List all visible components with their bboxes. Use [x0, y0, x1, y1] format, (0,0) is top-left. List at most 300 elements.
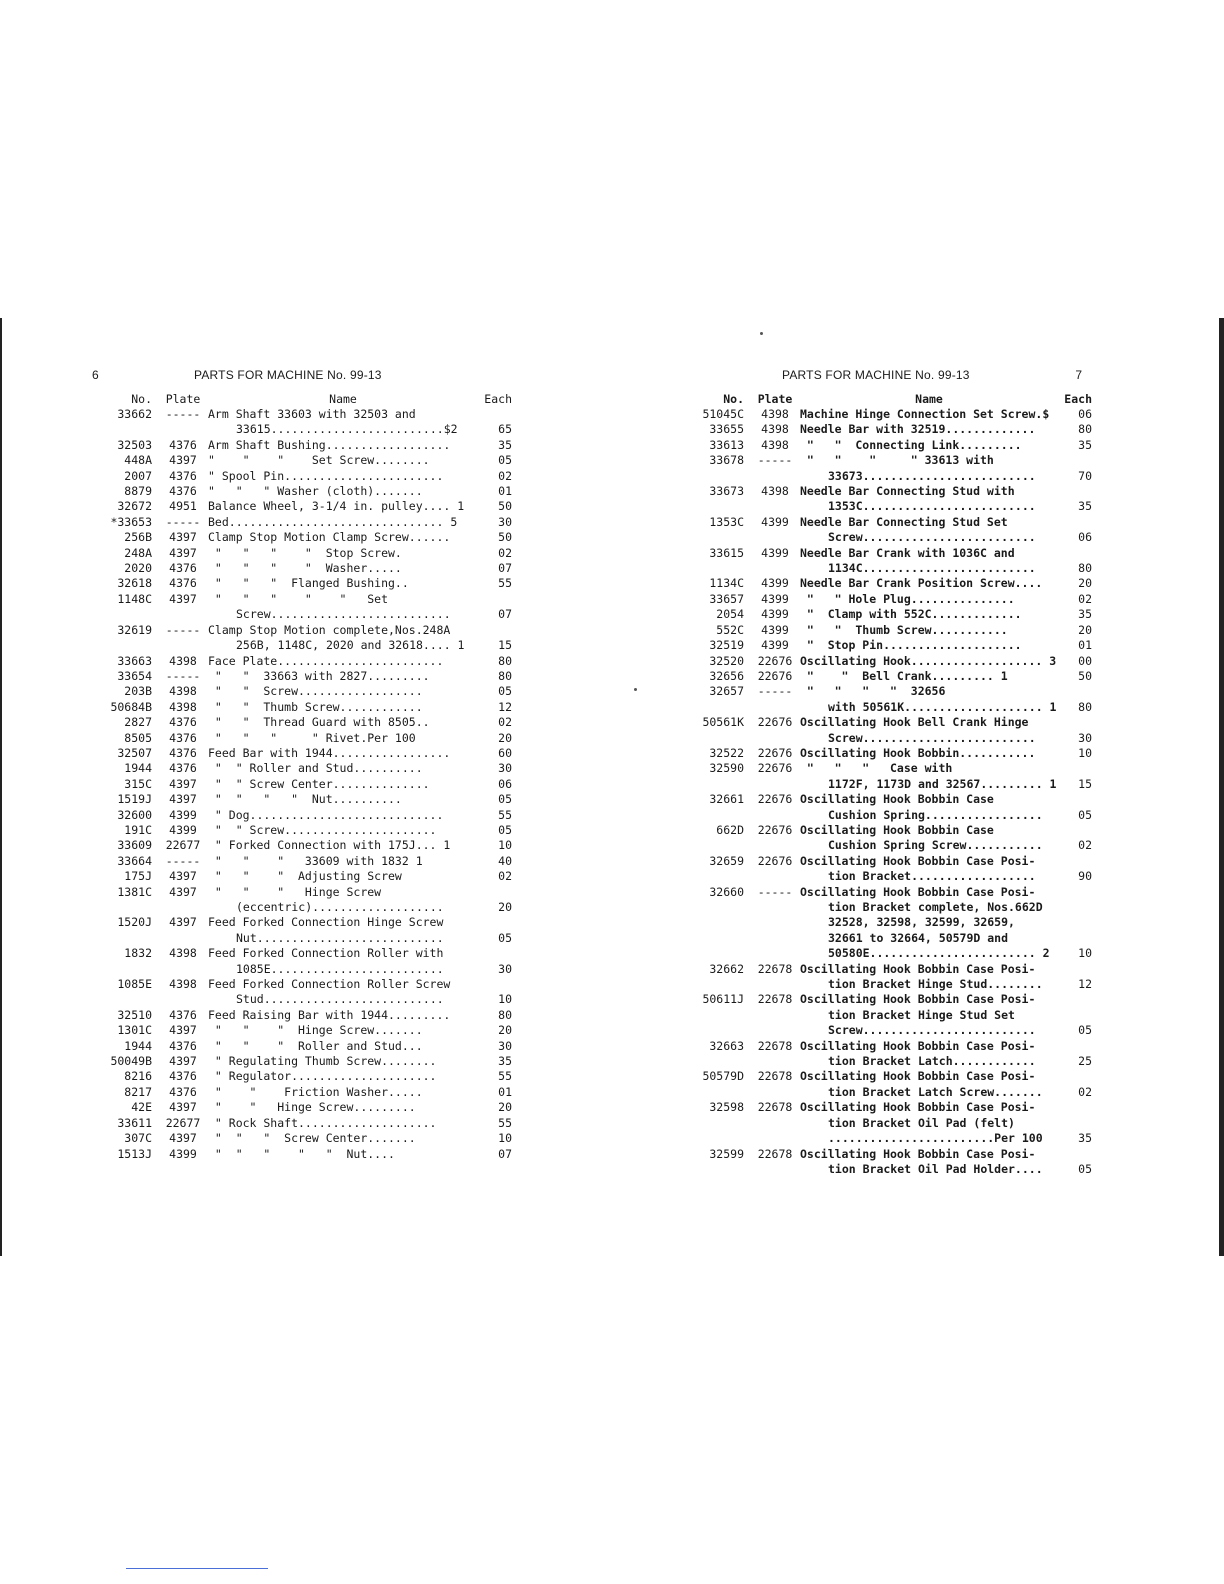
part-number-cell: 33615: [709, 545, 744, 560]
part-name-cell: " Forked Connection with 175J... 1: [208, 838, 451, 853]
table-row: [692, 484, 1092, 499]
table-row: [692, 1023, 1092, 1038]
part-name-cell: " Spool Pin.......................: [208, 468, 444, 483]
plate-cell: 4376: [169, 468, 197, 483]
table-row: [692, 1162, 1092, 1177]
table-row: [692, 838, 1092, 853]
price-cell: 05: [498, 822, 512, 837]
table-row: [92, 638, 512, 653]
plate-cell: 4399: [761, 514, 789, 529]
part-name-cell: " " " Adjusting Screw: [208, 869, 402, 884]
part-name-cell: Screw.........................: [828, 530, 1036, 545]
part-number-cell: 32600: [117, 807, 152, 822]
price-cell: [478, 623, 512, 638]
parts-list: [92, 407, 512, 1162]
price-cell: [1058, 453, 1092, 468]
table-row: [692, 576, 1092, 591]
part-number-cell: 32520: [709, 653, 744, 668]
table-row: [692, 808, 1092, 823]
plate-cell: [158, 931, 208, 946]
price-cell: 55: [498, 576, 512, 591]
plate-cell: [750, 838, 800, 853]
part-name-cell: " " " Case with: [800, 761, 953, 776]
part-number-cell: 32663: [709, 1038, 744, 1053]
price-cell: 20: [498, 900, 512, 914]
part-name-cell: " Clamp with 552C.............: [800, 607, 1022, 622]
part-name-cell: " " Thread Guard with 8505..: [208, 715, 430, 730]
plate-cell: 4397: [169, 1023, 197, 1038]
plate-cell: [750, 869, 800, 884]
part-number-cell: 32598: [709, 1100, 744, 1115]
plate-cell: 4399: [169, 807, 197, 822]
price-cell: [1058, 931, 1092, 946]
price-cell: 40: [498, 853, 512, 868]
plate-cell: 4376: [169, 715, 197, 730]
part-number-cell: 33611: [117, 1115, 152, 1130]
table-row: [92, 931, 512, 946]
price-cell: [1058, 546, 1092, 561]
plate-cell: 4398: [761, 407, 789, 421]
table-row: [92, 885, 512, 900]
right-page-header: [692, 366, 1092, 392]
table-row: [692, 992, 1092, 1007]
part-number-cell: 175J: [124, 869, 152, 884]
part-number-cell: 307C: [124, 1131, 152, 1146]
plate-cell: 4376: [169, 730, 197, 745]
part-name-cell: Balance Wheel, 3-1/4 in. pulley.... 1: [208, 499, 465, 514]
price-cell: 65: [498, 422, 512, 437]
price-cell: 12: [1078, 977, 1092, 992]
plate-cell: 22677: [165, 838, 201, 853]
table-row: [692, 422, 1092, 437]
table-row: [92, 854, 512, 869]
table-row: [92, 592, 512, 607]
price-cell: 10: [498, 1131, 512, 1146]
table-row: [692, 592, 1092, 607]
table-row: [692, 561, 1092, 576]
price-cell: 20: [1078, 622, 1092, 637]
part-number-cell: [692, 808, 750, 823]
table-row: [92, 869, 512, 884]
plate-cell: 4376: [169, 1007, 197, 1022]
plate-cell: 22678: [757, 961, 793, 976]
plate-cell: 4397: [169, 792, 197, 807]
table-row: [692, 761, 1092, 776]
plate-cell: -----: [757, 684, 793, 699]
price-cell: [478, 885, 512, 900]
table-row: [692, 792, 1092, 807]
part-name-cell: " " " Hinge Screw: [208, 884, 382, 899]
price-cell: [1058, 992, 1092, 1007]
part-name-cell: " " 33663 with 2827.........: [208, 668, 430, 683]
price-cell: 30: [498, 1038, 512, 1053]
part-number-cell: 42E: [131, 1100, 152, 1115]
plate-cell: 22676: [757, 822, 793, 837]
plate-cell: 22676: [757, 715, 793, 730]
part-name-cell: tion Bracket Oil Pad Holder....: [828, 1161, 1043, 1176]
price-cell: [1058, 915, 1092, 930]
part-name-cell: 1134C.........................: [828, 561, 1036, 576]
part-number-cell: 248A: [124, 545, 152, 560]
table-row: [692, 946, 1092, 961]
part-number-cell: [692, 1085, 750, 1100]
plate-cell: 4376: [169, 1069, 197, 1084]
table-row: [92, 515, 512, 530]
header-name: Name: [329, 392, 357, 406]
table-row: [692, 684, 1092, 699]
table-row: [692, 854, 1092, 869]
header-plate: Plate: [165, 392, 201, 406]
price-cell: 20: [498, 1023, 512, 1038]
plate-cell: [158, 422, 208, 437]
part-number-cell: [692, 915, 750, 930]
part-name-cell: " Rock Shaft....................: [208, 1115, 437, 1130]
part-name-cell: Oscillating Hook Bobbin Case Posi-: [800, 992, 1036, 1007]
part-name-cell: Needle Bar Crank Position Screw....: [800, 576, 1043, 591]
table-row: [92, 838, 512, 853]
header-plate: Plate: [757, 392, 793, 406]
plate-cell: [750, 700, 800, 715]
price-cell: 02: [498, 869, 512, 884]
plate-cell: [750, 777, 800, 792]
price-cell: 06: [1078, 407, 1092, 421]
plate-cell: [750, 915, 800, 930]
plate-cell: [750, 1116, 800, 1131]
price-cell: [1058, 823, 1092, 838]
part-name-cell: " " Connecting Link.........: [800, 437, 1022, 452]
part-number-cell: 32510: [117, 1007, 152, 1022]
part-number-cell: 32503: [117, 437, 152, 452]
part-number-cell: 2007: [124, 468, 152, 483]
table-row: [92, 777, 512, 792]
part-number-cell: 8505: [124, 730, 152, 745]
price-cell: 50: [1078, 668, 1092, 683]
plate-cell: [750, 1085, 800, 1100]
left-scan-edge: [0, 318, 2, 1256]
part-name-cell: Oscillating Hook................... 3: [800, 653, 1057, 668]
part-number-cell: 32659: [709, 853, 744, 868]
price-cell: [478, 946, 512, 961]
part-name-cell: tion Bracket..................: [828, 869, 1036, 884]
plate-cell: 4398: [761, 484, 789, 499]
price-cell: 60: [498, 745, 512, 760]
part-number-cell: 33662: [117, 407, 152, 421]
table-row: [92, 746, 512, 761]
price-cell: 50: [498, 530, 512, 545]
part-name-cell: " " Thumb Screw...........: [800, 622, 1008, 637]
part-name-cell: tion Bracket Hinge Stud........: [828, 977, 1043, 992]
part-number-cell: 1381C: [117, 884, 152, 899]
plate-cell: 4399: [761, 576, 789, 591]
part-number-cell: 8216: [124, 1069, 152, 1084]
part-number-cell: 2827: [124, 715, 152, 730]
part-name-cell: tion Bracket complete, Nos.662D: [828, 900, 1043, 914]
part-name-cell: " " " " 33613 with: [800, 453, 994, 468]
table-row: [92, 700, 512, 715]
price-cell: 02: [1078, 1084, 1092, 1099]
part-name-cell: " Regulating Thumb Screw........: [208, 1054, 437, 1069]
table-row: [92, 1023, 512, 1038]
price-cell: 15: [498, 638, 512, 653]
part-number-cell: [692, 469, 750, 484]
table-row: [92, 469, 512, 484]
table-row: [92, 1069, 512, 1084]
price-cell: 06: [1078, 530, 1092, 545]
table-row: [92, 684, 512, 699]
part-number-cell: 315C: [124, 776, 152, 791]
part-name-cell: " " " Flanged Bushing..: [208, 576, 409, 591]
table-row: [692, 1069, 1092, 1084]
price-cell: 05: [498, 453, 512, 468]
part-number-cell: 1944: [124, 761, 152, 776]
part-name-cell: " " " " Stop Screw.: [208, 545, 402, 560]
part-name-cell: 256B, 1148C, 2020 and 32618.... 1: [236, 638, 465, 653]
table-row: [692, 669, 1092, 684]
left-page-header: [92, 366, 512, 392]
part-name-cell: " " " " 32656: [800, 684, 946, 699]
price-cell: 06: [498, 776, 512, 791]
price-cell: 30: [498, 514, 512, 529]
part-name-cell: " " " " Rivet.Per 100: [208, 730, 416, 745]
plate-cell: 4951: [169, 499, 197, 514]
plate-cell: 4397: [169, 530, 197, 545]
table-row: [92, 669, 512, 684]
table-row: [92, 1085, 512, 1100]
parts-list: [692, 407, 1092, 1177]
price-cell: [1058, 515, 1092, 530]
part-number-cell: 33655: [709, 422, 744, 437]
price-cell: [1058, 885, 1092, 900]
part-name-cell: 50580E........................ 2: [828, 946, 1050, 961]
part-number-cell: 32590: [709, 761, 744, 776]
part-number-cell: [692, 838, 750, 853]
plate-cell: -----: [165, 407, 201, 421]
price-cell: 35: [1078, 437, 1092, 452]
plate-cell: 4397: [169, 591, 197, 606]
plate-cell: 22678: [757, 1038, 793, 1053]
price-cell: [478, 977, 512, 992]
part-name-cell: " " " " " Set: [208, 591, 389, 606]
part-number-cell: 33663: [117, 653, 152, 668]
price-cell: 05: [1078, 1161, 1092, 1176]
plate-cell: [750, 1008, 800, 1023]
price-cell: 35: [1078, 499, 1092, 514]
table-row: [92, 561, 512, 576]
price-cell: 10: [1078, 946, 1092, 961]
part-number-cell: 50561K: [702, 715, 744, 730]
table-row: [692, 1100, 1092, 1115]
right-scan-edge: [1219, 318, 1224, 1256]
part-name-cell: Screw..........................: [236, 607, 451, 622]
table-row: [692, 977, 1092, 992]
part-number-cell: 32661: [709, 792, 744, 807]
price-cell: 30: [1078, 730, 1092, 745]
plate-cell: 4376: [169, 484, 197, 499]
part-number-cell: 203B: [124, 684, 152, 699]
part-number-cell: [692, 777, 750, 792]
part-number-cell: 2054: [716, 607, 744, 622]
table-row: [92, 654, 512, 669]
table-row: [692, 654, 1092, 669]
part-name-cell: Cushion Spring Screw...........: [828, 838, 1043, 853]
part-number-cell: [92, 900, 158, 915]
table-row: [692, 515, 1092, 530]
table-row: [692, 407, 1092, 422]
plate-cell: [750, 731, 800, 746]
part-number-cell: 33678: [709, 453, 744, 468]
price-cell: 05: [1078, 807, 1092, 822]
part-number-cell: 32618: [117, 576, 152, 591]
header-no: No.: [723, 392, 744, 406]
scan-speck: [634, 688, 637, 691]
part-number-cell: [692, 1008, 750, 1023]
part-name-cell: Needle Bar with 32519.............: [800, 422, 1036, 437]
price-cell: 50: [498, 499, 512, 514]
part-name-cell: Needle Bar Crank with 1036C and: [800, 545, 1015, 560]
plate-cell: [158, 607, 208, 622]
part-number-cell: 32522: [709, 745, 744, 760]
plate-cell: 4398: [169, 977, 197, 992]
price-cell: 20: [1078, 576, 1092, 591]
plate-cell: 4397: [169, 1100, 197, 1115]
plate-cell: 4399: [761, 638, 789, 653]
part-name-cell: ........................Per 100: [828, 1131, 1043, 1146]
plate-cell: [750, 946, 800, 961]
price-cell: 07: [498, 1146, 512, 1161]
price-cell: 80: [1078, 699, 1092, 714]
plate-cell: 22676: [757, 792, 793, 807]
header-each: Each: [1064, 392, 1092, 406]
plate-cell: -----: [165, 668, 201, 683]
scan-speck: [760, 332, 763, 335]
part-number-cell: [692, 561, 750, 576]
part-number-cell: 33613: [709, 437, 744, 452]
table-row: [92, 438, 512, 453]
part-name-cell: Screw.........................: [828, 1023, 1036, 1038]
price-cell: 35: [1078, 607, 1092, 622]
plate-cell: 4398: [169, 946, 197, 961]
price-cell: [1058, 1100, 1092, 1115]
part-number-cell: [92, 992, 158, 1007]
table-row: [692, 530, 1092, 545]
part-number-cell: 1944: [124, 1038, 152, 1053]
part-name-cell: 33673.........................: [828, 468, 1036, 483]
table-row: [692, 1054, 1092, 1069]
table-row: [92, 962, 512, 977]
price-cell: 35: [1078, 1131, 1092, 1146]
blank-top-margin: [0, 0, 1224, 318]
part-number-cell: [92, 422, 158, 437]
part-name-cell: 1085E.........................: [236, 961, 444, 976]
plate-cell: [750, 530, 800, 545]
part-number-cell: [92, 638, 158, 653]
table-row: [92, 407, 512, 422]
plate-cell: [750, 1162, 800, 1177]
table-row: [692, 546, 1092, 561]
table-row: [692, 623, 1092, 638]
right-page: [692, 366, 1092, 1177]
table-row: [92, 530, 512, 545]
price-cell: [1058, 1039, 1092, 1054]
part-number-cell: 50579D: [702, 1069, 744, 1084]
plate-cell: [750, 808, 800, 823]
plate-cell: 4399: [169, 1146, 197, 1161]
part-name-cell: Oscillating Hook Bobbin Case Posi-: [800, 1146, 1036, 1161]
plate-cell: -----: [757, 453, 793, 468]
page-number: 6: [92, 368, 99, 382]
table-row: [692, 715, 1092, 730]
price-cell: [1058, 854, 1092, 869]
plate-cell: -----: [165, 514, 201, 529]
part-number-cell: [692, 1131, 750, 1146]
plate-cell: 4398: [761, 422, 789, 437]
part-name-cell: Feed Forked Connection Roller with: [208, 946, 444, 961]
plate-cell: [750, 1131, 800, 1146]
part-number-cell: 552C: [716, 622, 744, 637]
part-number-cell: 1134C: [709, 576, 744, 591]
table-row: [92, 1100, 512, 1115]
part-name-cell: Oscillating Hook Bobbin Case Posi-: [800, 961, 1036, 976]
plate-cell: 4376: [169, 1038, 197, 1053]
price-cell: 80: [1078, 422, 1092, 437]
plate-cell: 4376: [169, 576, 197, 591]
plate-cell: [750, 1054, 800, 1069]
part-number-cell: [692, 1116, 750, 1131]
plate-cell: 4397: [169, 1054, 197, 1069]
part-name-cell: " " " 33609 with 1832 1: [208, 853, 423, 868]
part-name-cell: Feed Forked Connection Hinge Screw: [208, 915, 444, 930]
part-name-cell: " " Friction Washer.....: [208, 1084, 423, 1099]
plate-cell: [158, 992, 208, 1007]
price-cell: 12: [498, 699, 512, 714]
price-cell: 02: [1078, 591, 1092, 606]
table-row: [692, 1131, 1092, 1146]
part-name-cell: " " Screw..................: [208, 684, 423, 699]
part-name-cell: Stud..........................: [236, 992, 444, 1007]
price-cell: 05: [498, 930, 512, 945]
table-row: [92, 761, 512, 776]
left-page: [92, 366, 512, 1162]
part-number-cell: 32507: [117, 745, 152, 760]
table-row: [92, 1054, 512, 1069]
plate-cell: 22678: [757, 1069, 793, 1084]
part-number-cell: [92, 931, 158, 946]
part-number-cell: [692, 700, 750, 715]
price-cell: [1058, 1116, 1092, 1131]
part-number-cell: 1148C: [117, 591, 152, 606]
part-name-cell: Oscillating Hook Bobbin...........: [800, 745, 1036, 760]
table-row: [92, 915, 512, 930]
price-cell: 05: [498, 792, 512, 807]
plate-cell: [750, 469, 800, 484]
part-name-cell: 32661 to 32664, 50579D and: [828, 930, 1009, 945]
part-number-cell: [692, 1162, 750, 1177]
part-number-cell: 1301C: [117, 1023, 152, 1038]
part-number-cell: 32660: [709, 884, 744, 899]
price-cell: [1058, 1147, 1092, 1162]
part-number-cell: 51045C: [702, 407, 744, 421]
part-name-cell: 33615.........................$2: [236, 422, 458, 437]
plate-cell: 4397: [169, 1131, 197, 1146]
part-number-cell: [692, 731, 750, 746]
plate-cell: 4399: [761, 622, 789, 637]
plate-cell: 22677: [165, 1115, 201, 1130]
price-cell: 20: [498, 1100, 512, 1115]
part-number-cell: 50684B: [110, 699, 152, 714]
part-number-cell: 32656: [709, 668, 744, 683]
price-cell: [478, 915, 512, 930]
table-row: [692, 885, 1092, 900]
